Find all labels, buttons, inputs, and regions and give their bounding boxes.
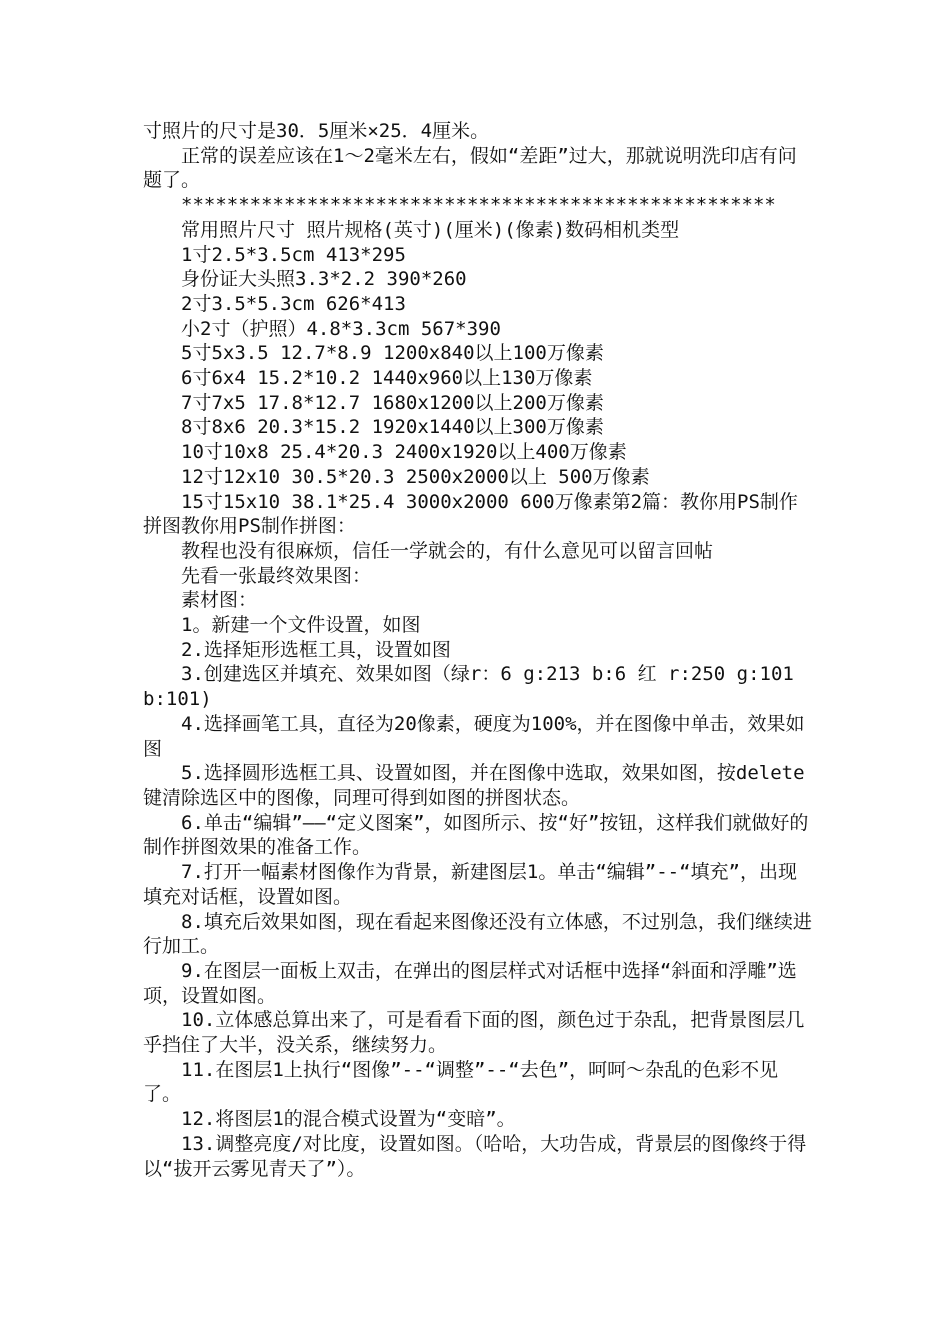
size-table-row: 12寸12x10 30.5*20.3 2500x2000以上 500万像素 [181, 465, 650, 488]
size-table-row: 6寸6x4 15.2*10.2 1440x960以上130万像素 [181, 367, 593, 390]
paragraph: 先看一张最终效果图： [181, 564, 372, 587]
size-table-row: 1寸2.5*3.5cm 413*295 [181, 243, 406, 266]
size-table-row: 身份证大头照3.3*2.2 390*260 [181, 268, 467, 291]
size-table-row: 10寸10x8 25.4*20.3 2400x1920以上400万像素 [181, 441, 627, 464]
document-body [143, 119, 815, 1181]
tutorial-step: 5.选择圆形选框工具、设置如图，并在图像中选取，效果如图，按delete键清除选区中的图像，同理可得到如图的拼图状态。 [143, 762, 805, 809]
paragraph: 素材图： [181, 589, 258, 612]
paragraph: 教程也没有很麻烦，信任一学就会的，有什么意见可以留言回帖 [181, 539, 714, 562]
size-table-row: 小2寸（护照）4.8*3.3cm 567*390 [181, 317, 501, 340]
tutorial-step: 4.选择画笔工具，直径为20像素，硬度为100%，并在图像中单击，效果如图 [143, 712, 805, 760]
paragraph: 正常的误差应该在1～2毫米左右，假如“差距”过大，那就说明洗印店有问题了。 [143, 144, 797, 192]
size-table-row: 7寸7x5 17.8*12.7 1680x1200以上200万像素 [181, 391, 604, 414]
size-table-row: 15寸15x10 38.1*25.4 3000x2000 600万像素第2篇：教你用PS制作拼图教你用PS制作拼图： [143, 490, 798, 538]
size-table-header: 常用照片尺寸 照片规格(英寸)(厘米)(像素)数码相机类型 [181, 218, 680, 241]
tutorial-step: 10.立体感总算出来了，可是看看下面的图，颜色过于杂乱，把背景图层几乎挡住了大半，没关系，继续努力。 [143, 1009, 805, 1057]
size-table-row: 2寸3.5*5.3cm 626*413 [181, 292, 406, 315]
divider-asterisks: **************************************************** [181, 194, 776, 217]
tutorial-step: 2.选择矩形选框工具，设置如图 [181, 638, 451, 661]
size-table-row: 5寸5x3.5 12.7*8.9 1200x840以上100万像素 [181, 342, 604, 365]
tutorial-step: 3.创建选区并填充、效果如图（绿r：6 g:213 b:6 红 r:250 g:101 b:101) [143, 663, 806, 711]
tutorial-step: 8.填充后效果如图，现在看起来图像还没有立体感，不过别急，我们继续进行加工。 [143, 910, 812, 958]
paragraph: 寸照片的尺寸是30．5厘米×25．4厘米。 [143, 120, 490, 142]
tutorial-step: 6.单击“编辑”——“定义图案”，如图所示、按“好”按钮，这样我们就做好的制作拼图效果的准备工作。 [143, 811, 809, 859]
tutorial-step: 1。新建一个文件设置，如图 [181, 614, 421, 637]
tutorial-step: 9.在图层一面板上双击，在弹出的图层样式对话框中选择“斜面和浮雕”选项，设置如图。 [143, 959, 797, 1007]
tutorial-step: 7.打开一幅素材图像作为背景，新建图层1。单击“编辑”--“填充”，出现填充对话框，设置如图。 [143, 861, 797, 908]
tutorial-step: 11.在图层1上执行“图像”--“调整”--“去色”，呵呵～杂乱的色彩不见了。 [143, 1058, 779, 1106]
tutorial-step: 12.将图层1的混合模式设置为“变暗”。 [181, 1108, 516, 1131]
size-table-row: 8寸8x6 20.3*15.2 1920x1440以上300万像素 [181, 416, 604, 439]
tutorial-step: 13.调整亮度/对比度，设置如图。（哈哈，大功告成，背景层的图像终于得以“拔开云雾见青天了”）。 [143, 1132, 807, 1180]
